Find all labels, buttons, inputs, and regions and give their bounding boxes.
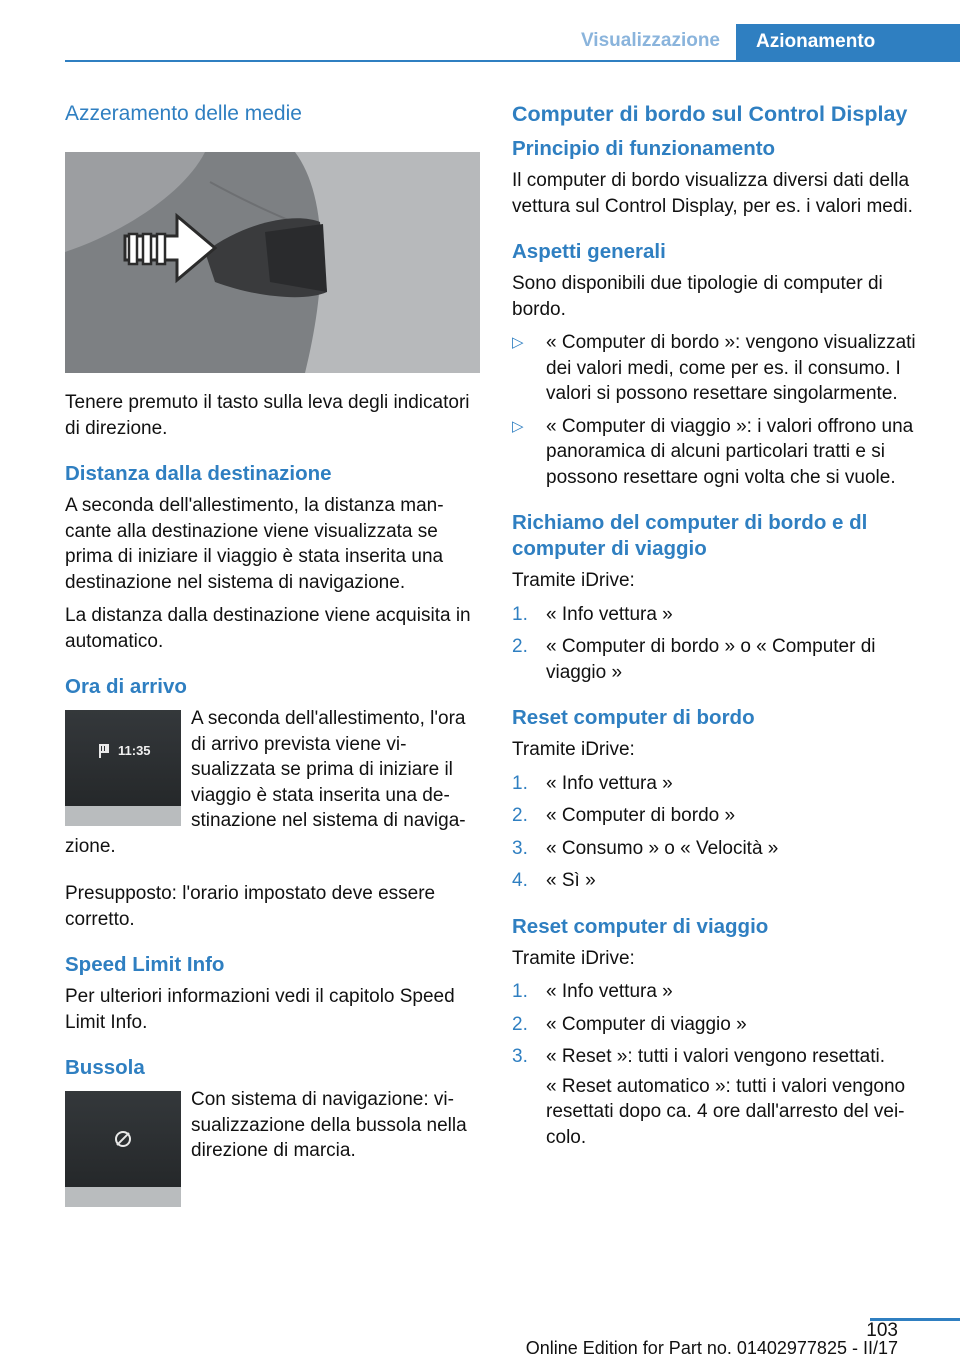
computer-types-list [512,330,932,490]
list-item: 3. « Consumo » o « Velocità » [512,837,779,859]
heading-speed-limit: Speed Limit Info [65,953,225,976]
header-rule [65,60,960,62]
prerequisite-text: Presupposto: l'orario impostato deve essere corretto. [65,883,436,930]
page-header [0,0,960,62]
general-text: Sono disponibili due tipologie di computer di bordo. [512,273,883,320]
arrival-time-display-image [65,710,181,826]
list-item: 2. « Computer di viaggio » [512,1013,747,1035]
heading-recall: Richiamo del computer di bordo e dl computer di viaggio [512,511,868,560]
recall-text: Tramite iDrive: [512,570,635,591]
list-item: ▷ « Computer di viaggio »: i valori offrono una panoramica di alcuni particolari tratti e si possono resettare ogni volta che si vuole. [512,415,914,488]
list-item: 2. « Computer di bordo » o « Computer di viaggio » [512,636,876,683]
heading-general: Aspetti generali [512,240,666,263]
compass-display-image [65,1091,181,1207]
list-item: 3. « Reset »: tutti i valori vengono resettati. « Reset automatico »: tutti i valori vengono resettati dopo ca. 4 ore dall'arresto del veicolo. [512,1044,932,1150]
edition-note: Online Edition for Part no. 01402977825 - II/17 [525,1338,898,1358]
arrival-clock: 11:35 [118,743,151,758]
distance-text-2: La distanza dalla destinazione viene acquisita in automatico. [65,605,471,652]
heading-principle: Principio di funzionamento [512,137,776,160]
list-item: 1. « Info vettura » [512,772,673,794]
turn-signal-lever-photo [65,152,480,373]
reset-board-text: Tramite iDrive: [512,739,635,760]
arrival-block [65,706,483,867]
reset-instruction: Tenere premuto il tasto sulla leva degli indicatori di direzione. [65,392,470,439]
heading-reset-board: Reset computer di bordo [512,706,755,729]
compass-block [65,1087,483,1207]
reset-trip-text: Tramite iDrive: [512,947,635,969]
list-item: ▷ « Computer di bordo »: vengono visualizzati dei valori medi, come per es. il consumo. I valori si possono resettare singolarmente. [512,332,916,404]
list-item: 1. « Info vettura » [512,603,673,625]
list-item: 2. « Computer di bordo » [512,805,736,826]
auto-reset-note: « Reset automatico »: tutti i valori vengono resettati dopo ca. 4 ore dall'arresto del veicolo. [546,1075,906,1148]
arrival-text: A seconda dell'allestimento, l'ora di arrivo prevista viene visualizzata se prima di iniziare il viaggio è stata inserita una destinazione nel sistema di navigazione. [65,708,466,857]
reset-trip-steps [512,979,932,1150]
heading-arrival: Ora di arrivo [65,675,187,698]
recall-steps [512,602,932,686]
page-footer [0,1318,960,1358]
heading-compass: Bussola [65,1056,145,1079]
triangle-bullet-icon: ▷ [512,334,524,351]
principle-text: Il computer di bordo visualizza diversi dati della vettura sul Control Display, per es. i valori medi. [512,170,913,217]
tab-visualizzazione[interactable]: Visualizzazione [580,30,720,51]
compass-text: Con sistema di navigazione: visualizzazione della bussola nella direzione di marcia. [191,1089,467,1161]
speed-limit-text: Per ulteriori informazioni vedi il capitolo Speed Limit Info. [65,986,455,1033]
heading-onboard-computer: Computer di bordo sul Control Display [512,102,908,126]
reset-board-steps [512,771,932,894]
list-item: 1. « Info vettura » [512,981,673,1002]
list-item: 4. « Sì » [512,870,596,891]
right-column [512,100,932,1158]
heading-reset-averages: Azzeramento delle medie [65,102,302,125]
heading-reset-trip: Reset computer di viaggio [512,914,769,938]
left-column [65,100,483,1207]
heading-distance: Distanza dalla destinazione [65,462,332,485]
distance-text-1: A seconda dell'allestimento, la distanza mancante alla destinazione viene visualizzata se prima di iniziare il viaggio è stata inserita una destinazione nel sistema di navigazione. [65,495,444,593]
page-number: 103 [866,1320,898,1341]
triangle-bullet-icon: ▷ [512,417,524,435]
tab-azionamento[interactable]: Azionamento [736,24,960,62]
